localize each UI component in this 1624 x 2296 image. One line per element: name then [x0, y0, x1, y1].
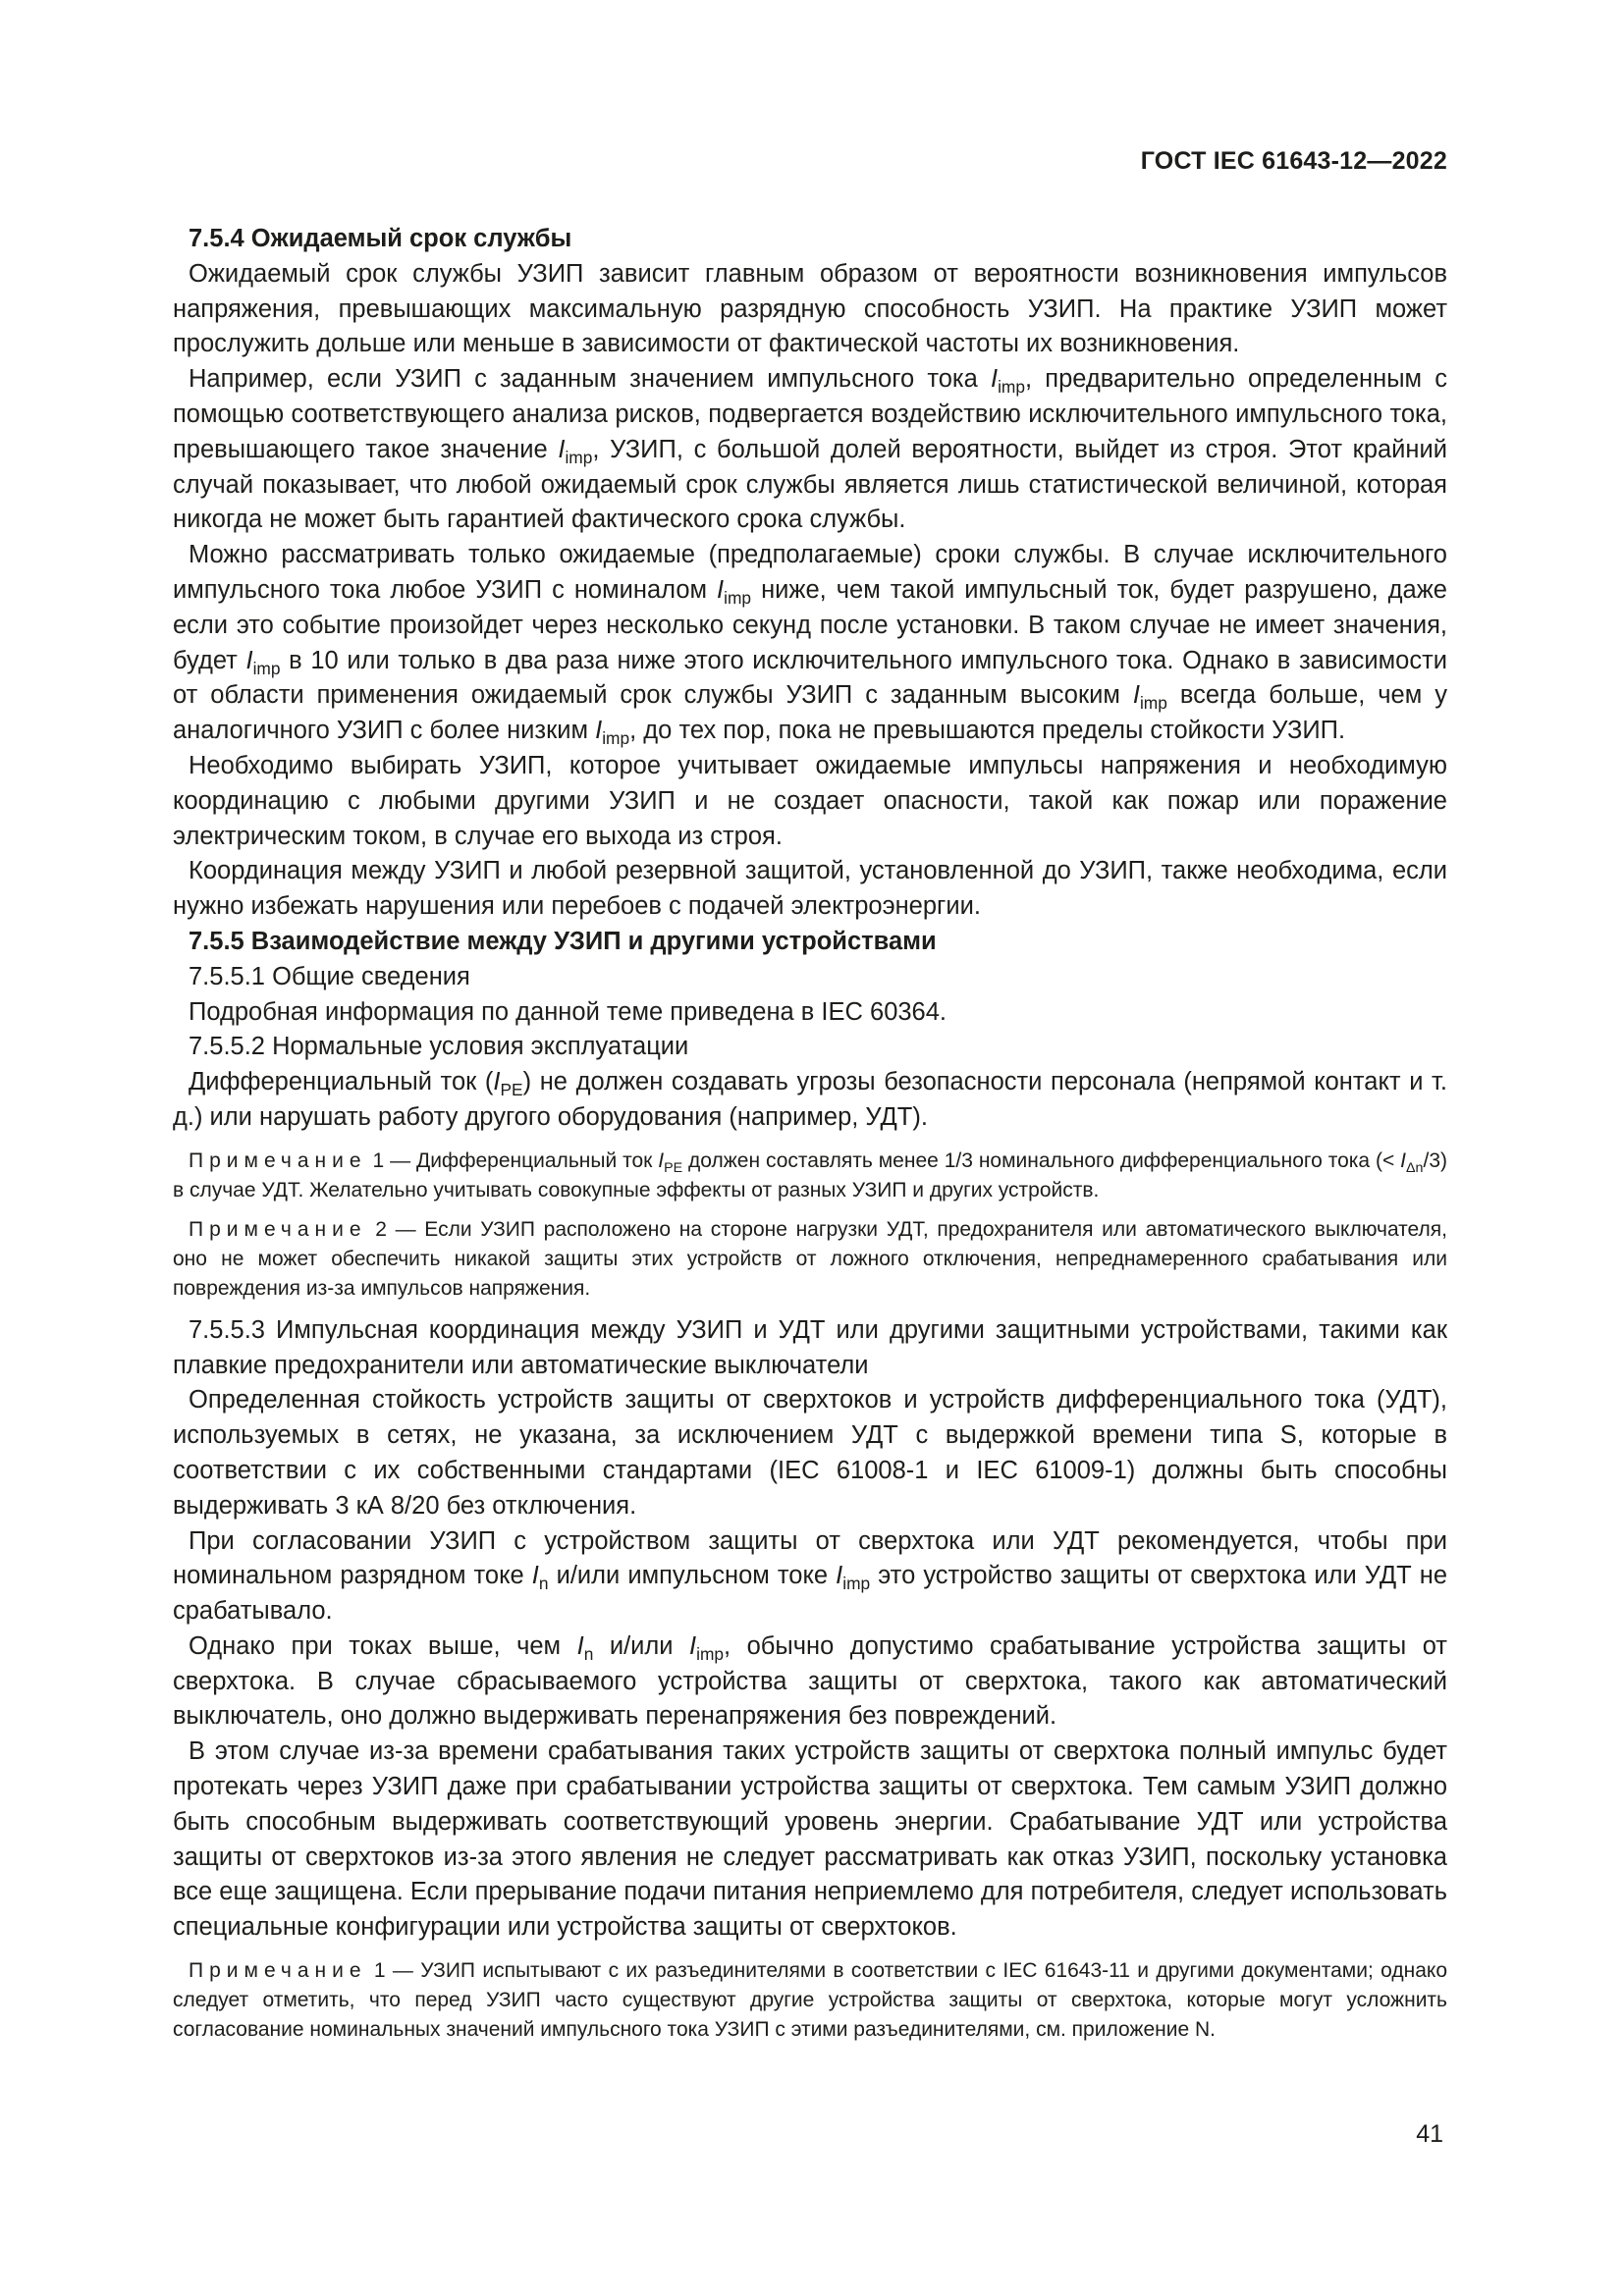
paragraph: Необходимо выбирать УЗИП, которое учитывает ожидаемые импульсы напряжения и необходимую координацию с любыми другими УЗИП и не создает опасности, такой как пожар или поражение электрическим током, в случае его выхода из строя.: [173, 751, 1447, 850]
note-2: Примечание 2 — Если УЗИП расположено на стороне нагрузки УДТ, предохранителя или автоматического выключателя, оно не может обеспечить никакой защиты этих устройств от ложного отключения, непреднамеренного срабатывания или повреждения из-за импульсов напряжения.: [173, 1217, 1447, 1300]
subsection-7-5-5-3-title: 7.5.5.3 Импульсная координация между УЗИП и УДТ или другими защитными устройствами, такими как плавкие предохранители или автоматические выключатели: [173, 1315, 1447, 1379]
paragraph: Однако при токах выше, чем $I_n$ и/или $I_{imp}$, обычно допустимо срабатывание устройства защиты от сверхтока. В случае сбрасываемого устройства защиты от сверхтока, такого как автоматический выключатель, оно должно выдерживать перенапряжения без повреждений.: [173, 1631, 1447, 1731]
note-1: Примечание 1 — Дифференциальный ток $I_{PE}$ должен составлять менее 1/3 номинального дифференциального тока (< $I_{\Delta n}/3$) в случае УДТ. Желательно учитывать совокупные эффекты от разных УЗИП и других устройств.: [173, 1148, 1447, 1201]
subsection-7-5-5-1-title: 7.5.5.1 Общие сведения: [189, 962, 470, 990]
paragraph: Подробная информация по данной теме приведена в IEC 60364.: [189, 997, 947, 1026]
section-7-5-4-title: 7.5.4 Ожидаемый срок службы: [189, 225, 572, 252]
note-3: Примечание 1 — УЗИП испытывают с их разъединителями в соответствии с IEC 61643-11 и другими документами; однако следует отметить, что перед УЗИП часто существуют другие устройства защиты от сверхтока, которые могут усложнить согласование номинальных значений импульсного тока УЗИП с этими разъединителями, см. приложение N.: [173, 1959, 1447, 2042]
page-content: [173, 222, 1447, 2055]
paragraph: В этом случае из-за времени срабатывания таких устройств защиты от сверхтока полный импульс будет протекать через УЗИП даже при срабатывании устройства защиты от сверхтока. Тем самым УЗИП должно быть способным выдерживать соответствующий уровень энергии. Срабатывание УДТ или устройства защиты от сверхтоков из-за этого явления не следует рассматривать как отказ УЗИП, поскольку установка все еще защищена. Если прерывание подачи питания неприемлемо для потребителя, следует использовать специальные конфигурации или устройства защиты от сверхтоков.: [173, 1737, 1447, 1942]
paragraph: Дифференциальный ток $(I_{PE})$ не должен создавать угрозы безопасности персонала (непрямой контакт и т. д.) или нарушать работу другого оборудования (например, УДТ).: [173, 1068, 1447, 1131]
paragraph: Ожидаемый срок службы УЗИП зависит главным образом от вероятности возникновения импульсов напряжения, превышающих максимальную разрядную способность УЗИП. На практике УЗИП может прослужить дольше или меньше в зависимости от фактической частоты их возникновения.: [173, 259, 1447, 358]
subsection-7-5-5-2-title: 7.5.5.2 Нормальные условия эксплуатации: [189, 1033, 689, 1061]
paragraph: Определенная стойкость устройств защиты от сверхтоков и устройств дифференциального тока (УДТ), используемых в сетях, не указана, за исключением УДТ с выдержкой времени типа S, которые в соответствии с их собственными стандартами (IEC 61008-1 и IEC 61009-1) должны быть способны выдерживать 3 кА 8/20 без отключения.: [173, 1386, 1447, 1520]
page-number: 41: [1416, 2120, 1443, 2148]
standard-header: ГОСТ IEC 61643-12—2022: [1140, 147, 1447, 175]
paragraph: Например, если УЗИП с заданным значением импульсного тока $I_{imp}$, предварительно определенным с помощью соответствующего анализа рисков, подвергается воздействию исключительного импульсного тока, превышающего такое значение $I_{imp}$, УЗИП, с большой долей вероятности, выйдет из строя. Этот крайний случай показывает, что любой ожидаемый срок службы является лишь статистической величиной, которая никогда не может быть гарантией фактического срока службы.: [173, 365, 1447, 534]
paragraph: Координация между УЗИП и любой резервной защитой, установленной до УЗИП, также необходима, если нужно избежать нарушения или перебоев с подачей электроэнергии.: [173, 857, 1447, 921]
paragraph: Можно рассматривать только ожидаемые (предполагаемые) сроки службы. В случае исключительного импульсного тока любое УЗИП с номиналом $I_{imp}$ ниже, чем такой импульсный ток, будет разрушено, даже если это событие произойдет через несколько секунд после установки. В таком случае не имеет значения, будет $I_{imp}$ в 10 или только в два раза ниже этого исключительного импульсного тока. Однако в зависимости от области применения ожидаемый срок службы УЗИП с заданным высоким $I_{imp}$ всегда больше, чем у аналогичного УЗИП с более низким $I_{imp}$, до тех пор, пока не превышаются пределы стойкости УЗИП.: [173, 541, 1447, 749]
section-7-5-5-title: 7.5.5 Взаимодействие между УЗИП и другими устройствами: [189, 927, 937, 955]
paragraph: При согласовании УЗИП с устройством защиты от сверхтока или УДТ рекомендуется, чтобы при номинальном разрядном токе $I_n$ и/или импульсном токе $I_{imp}$ это устройство защиты от сверхтока или УДТ не срабатывало.: [173, 1526, 1448, 1626]
